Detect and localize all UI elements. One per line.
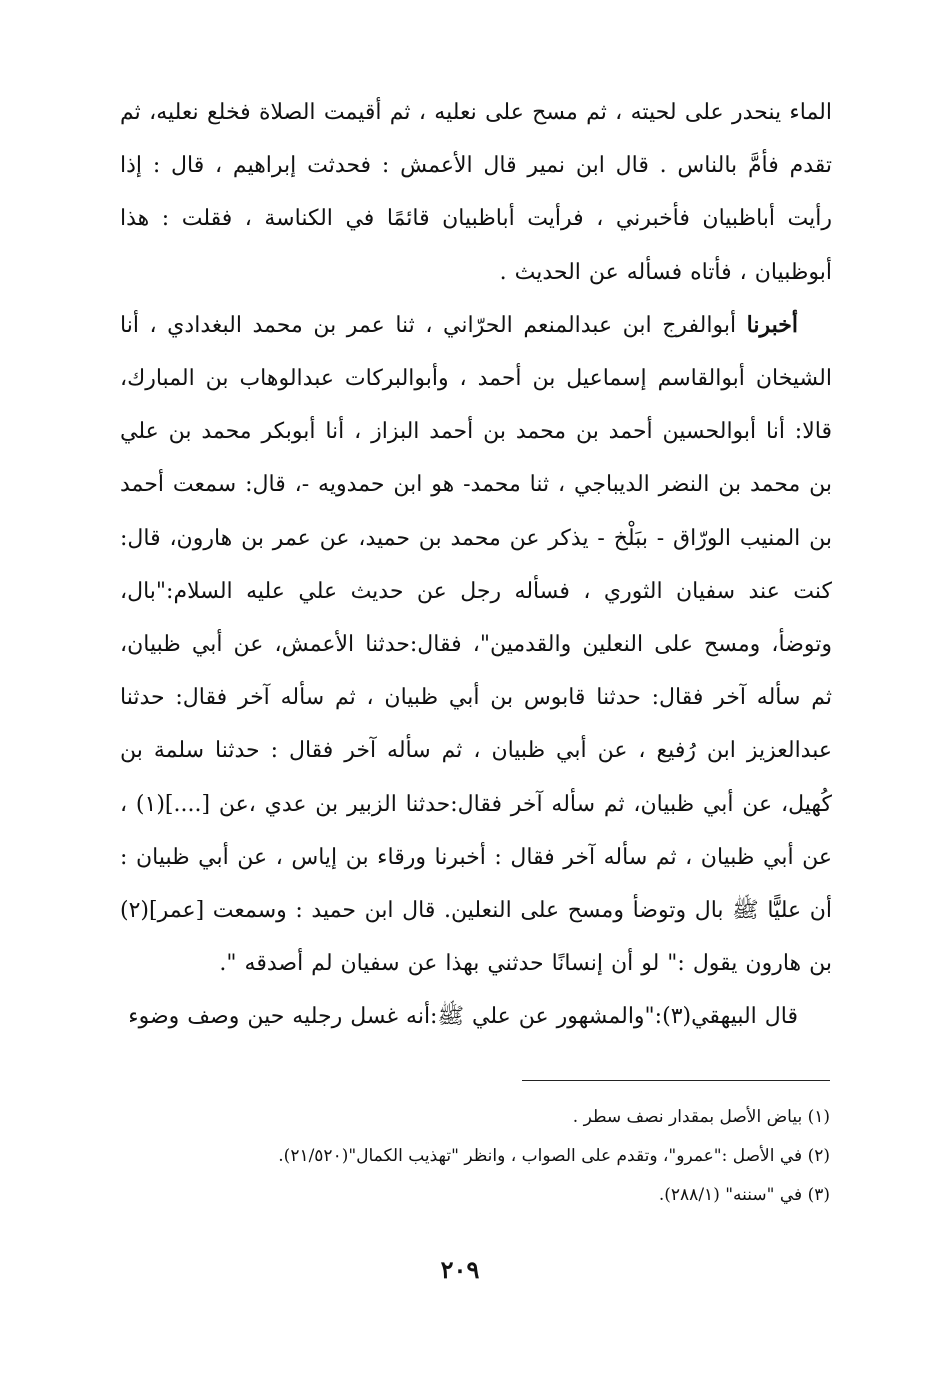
footnote-2: (٢) في الأصل :"عمرو"، وتقدم على الصواب ، وانظر "تهذيب الكمال"(٢١/٥٢٠). <box>278 1146 830 1166</box>
main-text <box>120 86 832 1044</box>
paragraph-2-body: أبوالفرج ابن عبدالمنعم الحرّاني ، ثنا عمر بن محمد البغدادي ، أنا الشيخان أبوالقاسم إسماعيل بن أحمد ، وأبوالبركات عبدالوهاب بن المبارك، قالا: أنا أبوالحسين أحمد بن محمد بن أحمد البزاز ، أنا أبوبكر محمد بن علي بن محمد بن النضر الديباجي ، ثنا محمد- هو ابن حمدويه -، قال: سمعت أحمد بن المنيب الورّاق - ببَلْخ - يذكر عن محمد بن حميد، عن عمر بن هارون، قال: كنت عند سفيان الثوري ، فسأله رجل عن حديث علي عليه السلام:"بال، وتوضأ، ومسح على النعلين والقدمين"، فقال:حدثنا الأعمش، عن أبي ظبيان، ثم سأله آخر فقال: حدثنا قابوس بن أبي ظبيان ، ثم سأله آخر فقال: حدثنا عبدالعزيز ابن رُفيع ، عن أبي ظبيان ، ثم سأله آخر فقال : حدثنا سلمة بن كُهيل، عن أبي ظبيان، ثم سأله آخر فقال:حدثنا الزبير بن عدي ،عن [....](١) ، عن أبي ظبيان ، ثم سأله آخر فقال : أخبرنا ورقاء بن إياس ، عن أبي ظبيان : أن عليًّا ﷺ بال وتوضأ ومسح على النعلين. قال ابن حميد : وسمعت [عمر](٢) بن هارون يقول :" لو أن إنسانًا حدثني بهذا عن سفيان لم أصدقه ". <box>120 312 832 977</box>
footnotes <box>150 1098 830 1215</box>
page-number: ٢٠٩ <box>440 1255 480 1284</box>
footnote-3: (٣) في "سننه" (٢٨٨/١). <box>658 1185 830 1205</box>
paragraph-3: قال البيهقي(٣):"والمشهور عن علي ﷺ:أنه غسل رجليه حين وصف وضوء <box>128 1004 798 1030</box>
paragraph-2-lead: أخبرنا <box>746 311 798 338</box>
footnote-1: (١) بياض الأصل بمقدار نصف سطر . <box>572 1107 830 1127</box>
paragraph-2 <box>120 299 832 991</box>
paragraph-1: الماء ينحدر على لحيته ، ثم مسح على نعليه ، ثم أقيمت الصلاة فخلع نعليه، ثم تقدم فأمَّ بالناس . قال ابن نمير قال الأعمش : فحدثت إبراهيم ، قال : إذا رأيت أباظبيان فأخبرني ، فرأيت أباظبيان قائمًا في الكناسة ، فقلت : هذا أبوظبيان ، فأتاه فسأله عن الحديث . <box>120 100 832 285</box>
footnote-divider <box>522 1080 830 1081</box>
